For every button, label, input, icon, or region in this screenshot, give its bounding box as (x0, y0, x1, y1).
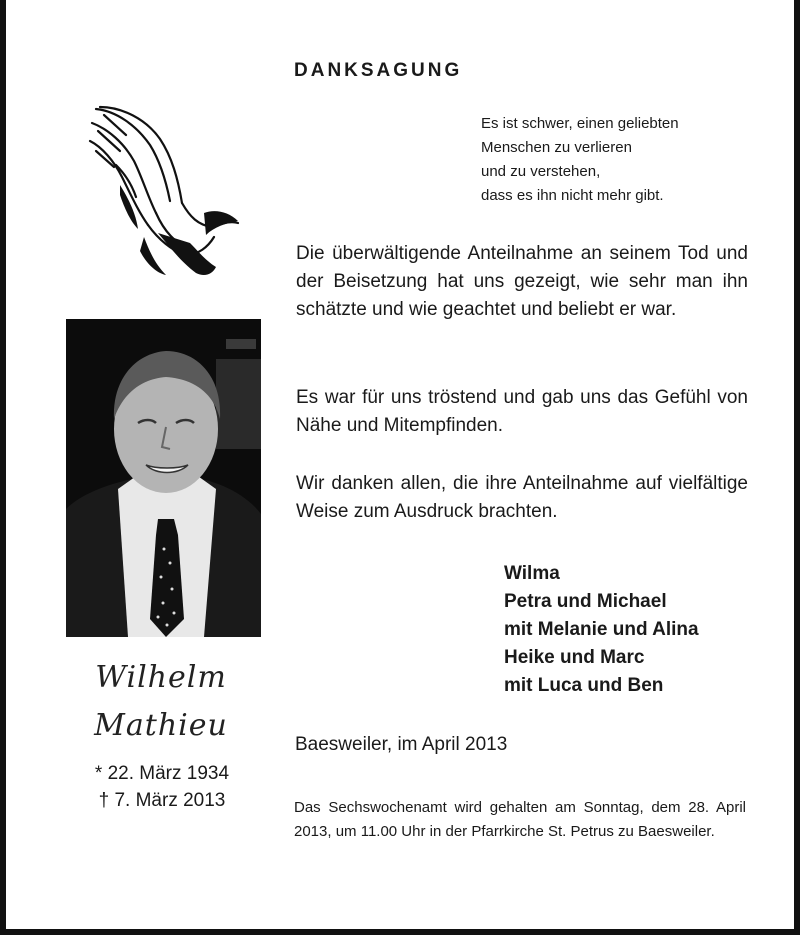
paragraph-thanks: Wir danken allen, die ihre Anteilnahme auf vielfältige Weise zum Ausdruck brachten. (296, 473, 748, 522)
family-member: Heike und Marc (504, 647, 645, 668)
quote-line: Menschen zu verlieren (481, 139, 632, 156)
quote-line: und zu verstehen, (481, 163, 601, 180)
notice-heading: DANKSAGUNG (294, 60, 463, 81)
family-member: Wilma (504, 563, 560, 584)
family-member: mit Luca und Ben (504, 675, 664, 696)
quote-line: dass es ihn nicht mehr gibt. (481, 187, 664, 204)
deceased-first-name: Wilhelm (95, 660, 227, 695)
quote (481, 112, 761, 208)
family-signatures (504, 560, 699, 700)
quote-line: Es ist schwer, einen geliebten (481, 115, 679, 132)
family-member: mit Melanie und Alina (504, 619, 699, 640)
life-dates (62, 760, 262, 814)
praying-hands-icon (86, 105, 241, 280)
service-note: Das Sechswochenamt wird gehalten am Sonntag, dem 28. April 2013, um 11.00 Uhr in der Pfarrkirche St. Petrus zu Baesweiler. (294, 799, 746, 840)
death-date: † 7. März 2013 (98, 790, 226, 811)
place-date: Baesweiler, im April 2013 (295, 734, 508, 755)
paragraph-comfort: Es war für uns tröstend und gab uns das Gefühl von Nähe und Mitempfinden. (296, 387, 748, 436)
family-member: Petra und Michael (504, 591, 667, 612)
paragraph-sympathy: Die überwältigende Anteilnahme an seinem Tod und der Beisetzung hat uns gezeigt, wie sehr man ihn schätzte und wie geachtet und beliebt er war. (296, 243, 748, 320)
portrait-photo (66, 319, 261, 637)
deceased-last-name: Mathieu (94, 708, 228, 743)
birth-date: * 22. März 1934 (94, 763, 230, 784)
